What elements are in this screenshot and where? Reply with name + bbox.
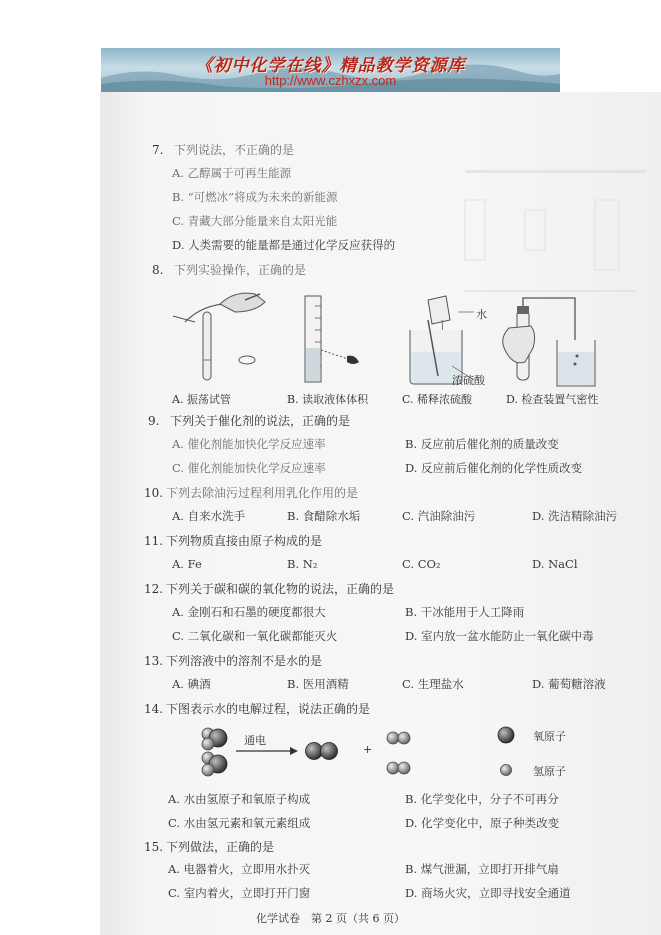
page-footer: 化学试卷 第 2 页（共 6 页） <box>256 912 405 925</box>
question-14-stem: 14. 下图表示水的电解过程，说法正确的是 <box>144 702 371 716</box>
question-13-option-c: C. 生理盐水 <box>402 677 464 691</box>
question-15-option-b: B. 煤气泄漏，立即打开排气扇 <box>405 862 559 876</box>
figure-c-caption: C. 稀释浓硫酸 <box>402 393 473 406</box>
question-13-stem: 13. 下列溶液中的溶剂不是水的是 <box>144 654 323 668</box>
question-13-option-a: A. 碘酒 <box>172 677 211 691</box>
figure-d-airtightness-check <box>495 290 605 390</box>
question-13-option-d: D. 葡萄糖溶液 <box>532 677 606 691</box>
question-14-option-d: D. 化学变化中，原子种类改变 <box>405 816 560 830</box>
question-15-option-a: A. 电器着火，立即用水扑灭 <box>168 862 311 876</box>
question-15-option-c: C. 室内着火，立即打开门窗 <box>168 886 311 900</box>
question-12-stem: 12. 下列关于碳和碳的氧化物的说法，正确的是 <box>144 582 395 596</box>
question-11-option-a: A. Fe <box>172 557 202 571</box>
question-7-option-b: B. “可燃冰”将成为未来的新能源 <box>172 190 338 204</box>
label-water: 水 <box>476 308 487 321</box>
question-9-option-a: A. 催化剂能加快化学反应速率 <box>172 437 326 451</box>
plus-sign: + <box>363 743 373 756</box>
legend-hydrogen-atom: 氢原子 <box>533 765 566 778</box>
banner <box>101 48 560 92</box>
figure-a-shake-test-tube <box>165 282 285 382</box>
figure-d-caption: D. 检查装置气密性 <box>506 393 599 406</box>
question-7-option-c: C. 青藏大部分能量来自太阳光能 <box>172 214 338 228</box>
question-7-option-a: A. 乙醇属于可再生能源 <box>172 166 292 180</box>
question-14-option-b: B. 化学变化中，分子不可再分 <box>405 792 559 806</box>
question-7-stem: 7. 下列说法，不正确的是 <box>152 143 295 157</box>
figure-b-graduated-cylinder <box>285 292 365 384</box>
question-8-stem: 8. 下列实验操作，正确的是 <box>152 263 307 277</box>
question-13-option-b: B. 医用酒精 <box>287 677 349 691</box>
question-9-option-b: B. 反应前后催化剂的质量改变 <box>405 437 559 451</box>
question-10-option-c: C. 汽油除油污 <box>402 509 476 523</box>
question-14-option-a: A. 水由氢原子和氧原子构成 <box>168 792 311 806</box>
question-12-option-c: C. 二氧化碳和一氧化碳都能灭火 <box>172 629 338 643</box>
question-14-option-c: C. 水由氢元素和氧元素组成 <box>168 816 311 830</box>
legend-oxygen-atom: 氧原子 <box>533 730 566 743</box>
question-15-stem: 15. 下列做法，正确的是 <box>144 840 275 854</box>
question-10-option-b: B. 食醋除水垢 <box>287 509 361 523</box>
figure-b-caption: B. 读取液体体积 <box>287 393 369 406</box>
question-10-stem: 10. 下列去除油污过程利用乳化作用的是 <box>144 486 359 500</box>
question-9-stem: 9. 下列关于催化剂的说法，正确的是 <box>148 414 351 428</box>
question-10-option-a: A. 自来水洗手 <box>172 509 246 523</box>
question-15-option-d: D. 商场火灾，立即寻找安全通道 <box>405 886 571 900</box>
question-12-option-b: B. 干冰能用于人工降雨 <box>405 605 525 619</box>
banner-url[interactable]: http://www.czhxzx.com <box>264 73 397 88</box>
question-7-option-d: D. 人类需要的能量都是通过化学反应获得的 <box>172 238 396 252</box>
question-12-option-d: D. 室内放一盆水能防止一氧化碳中毒 <box>405 629 594 643</box>
question-9-option-c: C. 催化剂能加快化学反应速率 <box>172 461 326 475</box>
question-10-option-d: D. 洗洁精除油污 <box>532 509 618 523</box>
question-11-option-d: D. NaCl <box>532 557 578 571</box>
question-11-option-b: B. N₂ <box>287 557 318 571</box>
banner-title: 《初中化学在线》精品教学资源库 <box>195 56 466 76</box>
question-9-option-d: D. 反应前后催化剂的化学性质改变 <box>405 461 583 475</box>
question-11-stem: 11. 下列物质直接由原子构成的是 <box>144 534 323 548</box>
label-concentrated-sulfuric-acid: 浓硫酸 <box>452 374 485 387</box>
figure-a-caption: A. 振荡试管 <box>172 393 231 406</box>
arrow-label-electrify: 通电 <box>244 734 266 747</box>
question-11-option-c: C. CO₂ <box>402 557 441 571</box>
question-12-option-a: A. 金刚石和石墨的硬度都很大 <box>172 605 326 619</box>
